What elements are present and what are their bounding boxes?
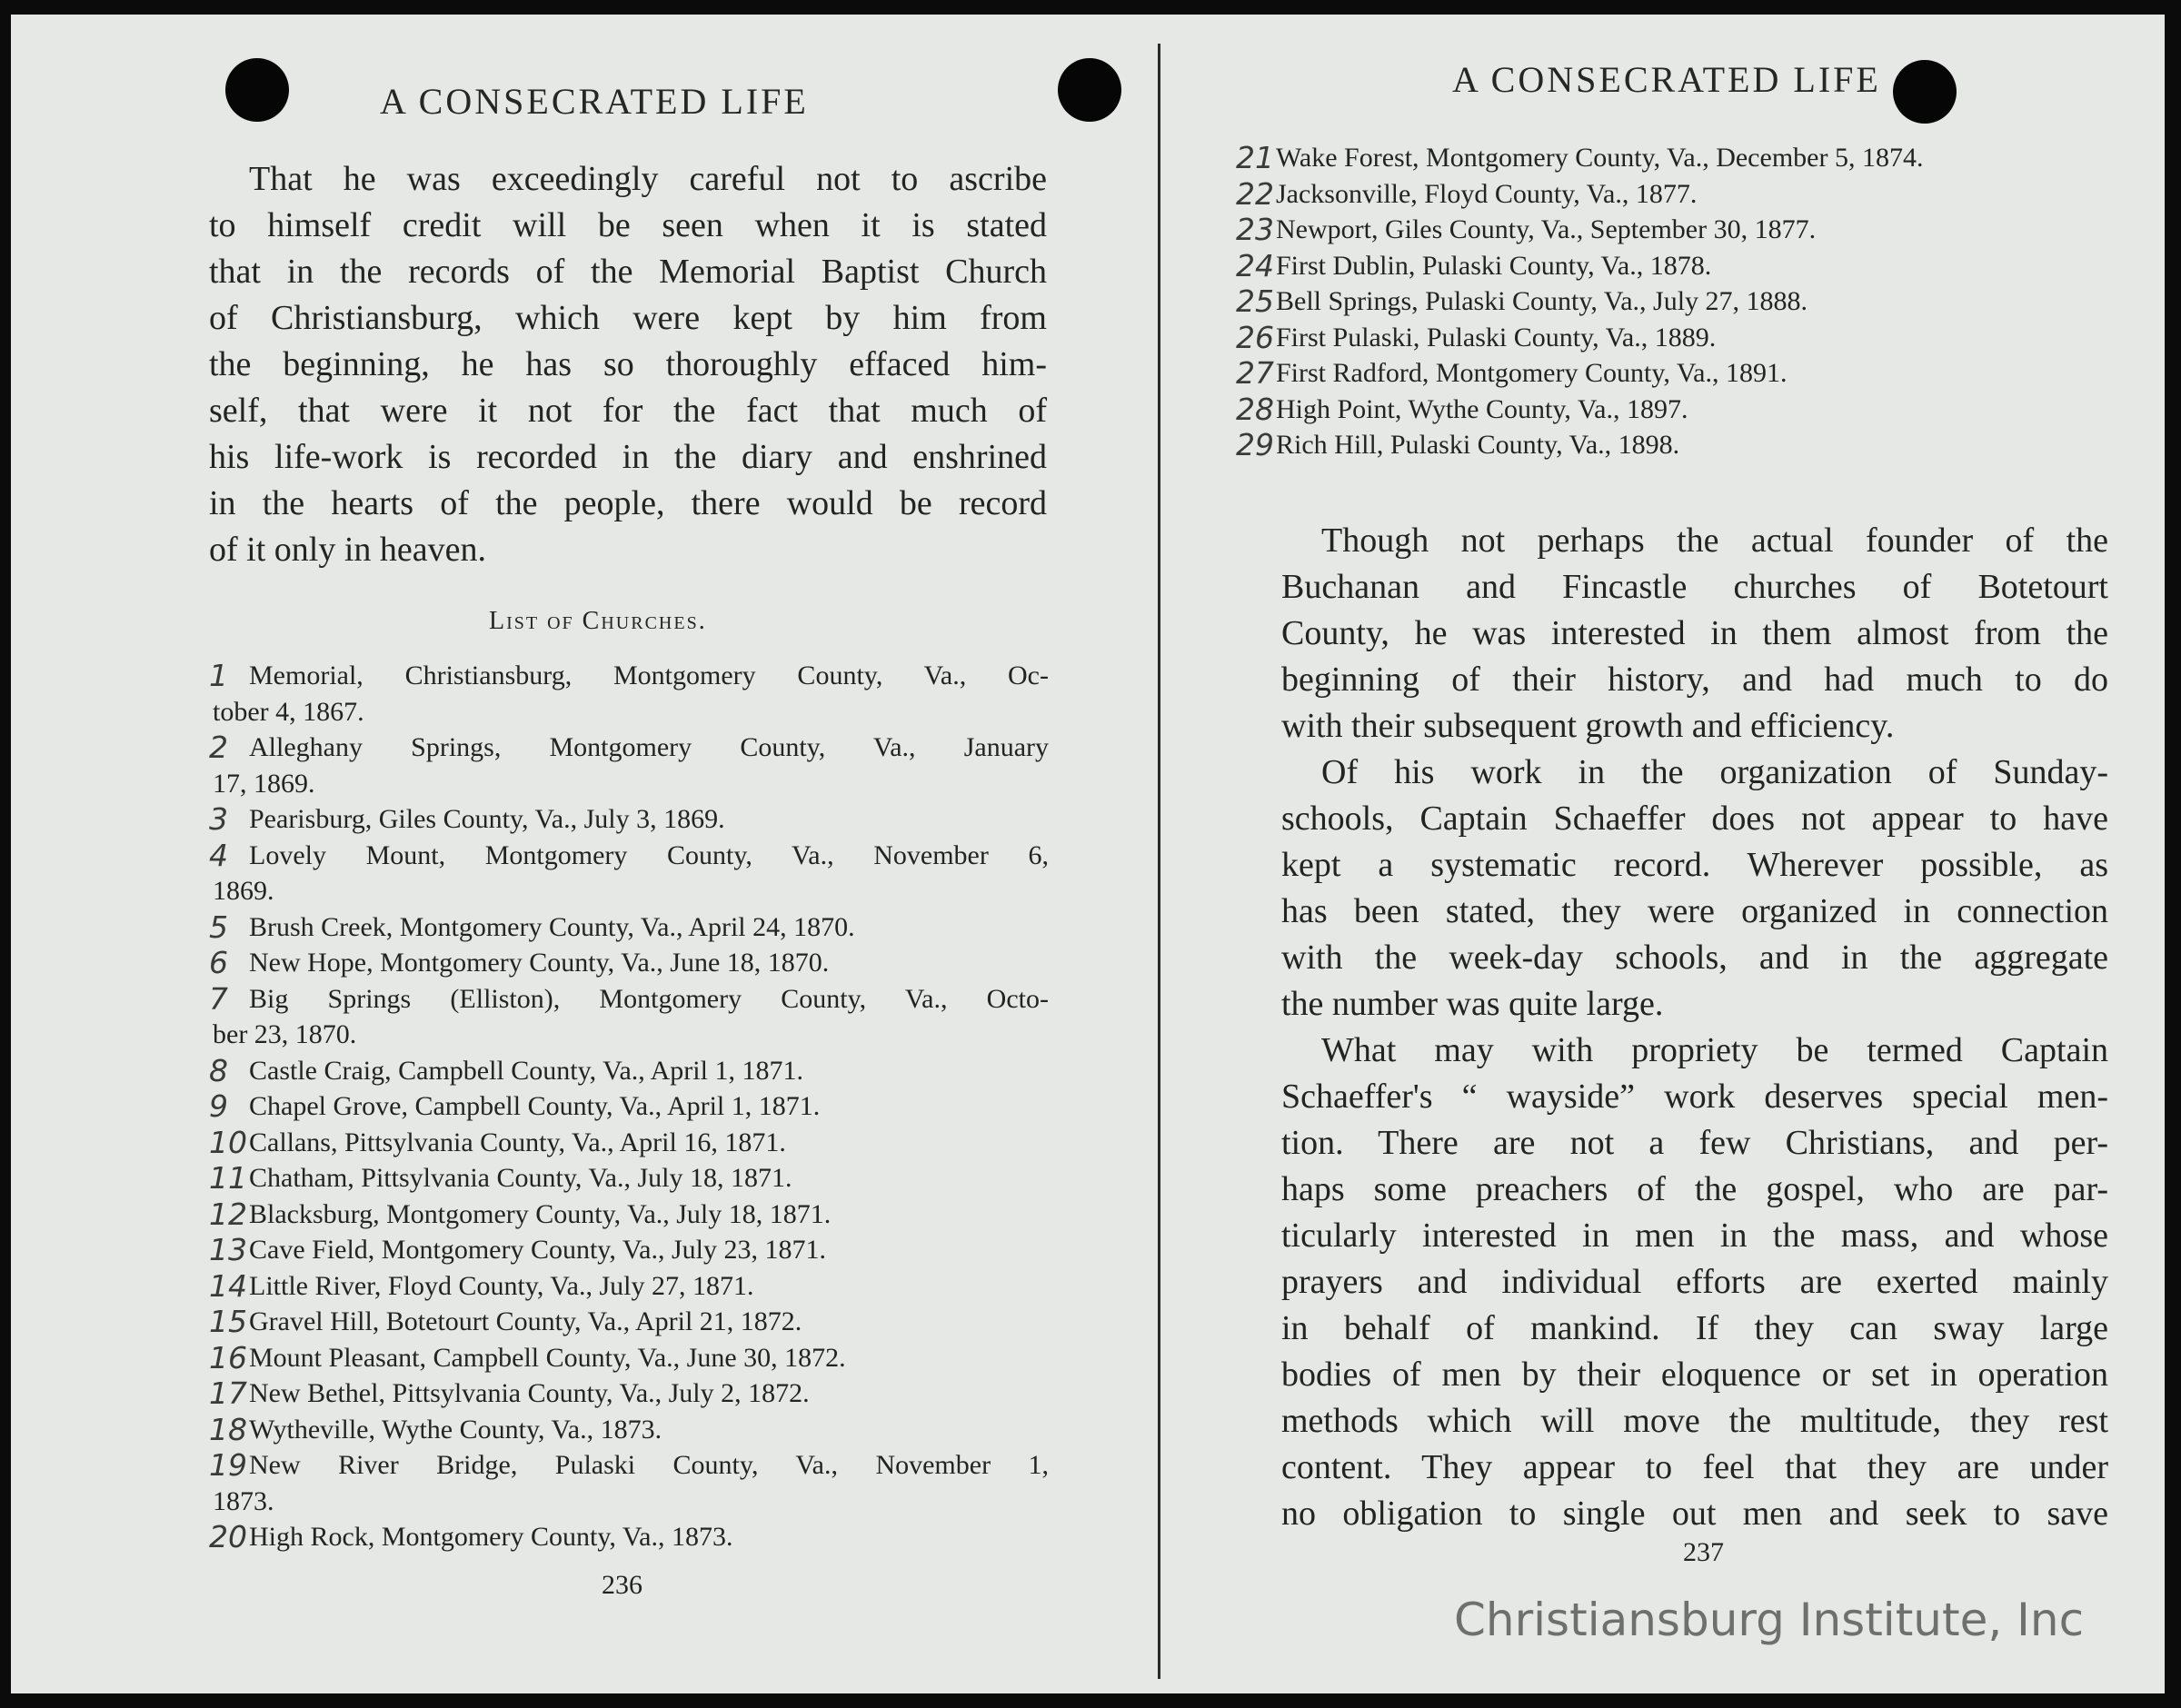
handwritten-number: 20	[209, 1519, 247, 1554]
church-list	[209, 658, 1049, 1555]
church-entry	[209, 980, 1049, 1053]
church-name: Callans, Pittsylvania County, Va., April 16, 1871.	[249, 1127, 786, 1157]
church-name: Little River, Floyd County, Va., July 27, 1871.	[249, 1270, 754, 1301]
church-entry	[209, 1519, 1049, 1555]
handwritten-number: 27	[1236, 355, 1274, 391]
church-name: Gravel Hill, Botetourt County, Va., April 21, 1872.	[249, 1306, 802, 1336]
church-entry	[1236, 319, 2039, 356]
church-line-continued: ber 23, 1870.	[213, 1019, 357, 1049]
handwritten-number: 1	[209, 658, 228, 693]
church-name: First Radford, Montgomery County, Va., 1891.	[1276, 358, 1788, 388]
handwritten-number: 11	[209, 1160, 247, 1196]
church-entry	[209, 801, 1049, 838]
church-entry	[1236, 391, 2039, 428]
text-line: That he was exceedingly careful not to ascribe	[249, 160, 1047, 198]
church-name: Memorial, Christiansburg, Montgomery County, Va., Oc-	[249, 660, 1049, 690]
church-name: New Hope, Montgomery County, Va., June 18, 1870.	[249, 948, 830, 978]
handwritten-number: 19	[209, 1447, 247, 1483]
text-line: has been stated, they were organized in connection	[1281, 892, 2108, 930]
church-entry	[209, 1339, 1049, 1376]
handwritten-number: 17	[209, 1375, 247, 1411]
handwritten-number: 16	[209, 1339, 247, 1375]
text-line: that in the records of the Memorial Baptist Church	[209, 253, 1047, 291]
church-entry	[209, 945, 1049, 981]
church-entry	[209, 1160, 1049, 1197]
handwritten-number: 15	[209, 1304, 247, 1339]
church-list-continued	[1236, 140, 2039, 463]
handwritten-number: 29	[1236, 427, 1274, 462]
church-name: Alleghany Springs, Montgomery County, Va., January	[249, 732, 1049, 762]
book-gutter	[1158, 44, 1160, 1679]
right-page	[1161, 15, 2165, 1693]
handwritten-number: 24	[1236, 247, 1274, 283]
text-line: Of his work in the organization of Sunday-	[1321, 753, 2108, 791]
church-name: Wytheville, Wythe County, Va., 1873.	[249, 1414, 662, 1445]
church-name: Blacksburg, Montgomery County, Va., July 18, 1871.	[249, 1198, 832, 1229]
church-name: High Point, Wythe County, Va., 1897.	[1276, 393, 1688, 424]
text-line: the number was quite large.	[1281, 985, 1664, 1023]
text-line: the beginning, he has so thoroughly effaced him-	[209, 345, 1047, 383]
church-entry	[209, 1447, 1049, 1519]
page-number: 237	[1683, 1537, 1724, 1567]
running-head: A CONSECRATED LIFE	[380, 81, 809, 122]
church-name: Chatham, Pittsylvania County, Va., July 18, 1871.	[249, 1163, 792, 1193]
handwritten-number: 9	[209, 1088, 228, 1124]
handwritten-number: 28	[1236, 391, 1274, 427]
church-name: Mount Pleasant, Campbell County, Va., June 30, 1872.	[249, 1342, 846, 1373]
church-line-continued: tober 4, 1867.	[213, 696, 364, 727]
church-line-continued: 17, 1869.	[213, 768, 315, 799]
church-entry	[209, 1088, 1049, 1125]
handwritten-number: 6	[209, 945, 228, 980]
text-line: his life-work is recorded in the diary and enshrined	[209, 438, 1047, 476]
text-line: schools, Captain Schaeffer does not appear to have	[1281, 799, 2108, 838]
text-line: beginning of their history, and had much to do	[1281, 660, 2108, 699]
text-line: in behalf of mankind. If they can sway large	[1281, 1309, 2108, 1347]
handwritten-number: 2	[209, 730, 228, 765]
church-line-continued: 1869.	[213, 876, 274, 906]
church-line-continued: 1873.	[213, 1485, 274, 1516]
text-line: no obligation to single out men and seek to save	[1281, 1494, 2108, 1533]
church-entry	[1236, 283, 2039, 320]
text-line: bodies of men by their eloquence or set in operation	[1281, 1355, 2108, 1394]
handwritten-number: 10	[209, 1124, 247, 1160]
handwritten-number: 25	[1236, 283, 1274, 319]
text-line: What may with propriety be termed Captain	[1321, 1031, 2108, 1069]
handwritten-number: 8	[209, 1052, 228, 1088]
church-entry	[209, 837, 1049, 909]
handwritten-number: 7	[209, 980, 228, 1017]
left-page	[11, 15, 1156, 1693]
church-entry	[209, 1375, 1049, 1412]
running-head: A CONSECRATED LIFE	[1452, 59, 1881, 100]
church-entry	[1236, 355, 2039, 392]
text-line: self, that were it not for the fact that much of	[209, 392, 1047, 430]
watermark-logo-text: Christiansburg Institute, Inc	[1454, 1594, 2085, 1646]
text-line: prayers and individual efforts are exerted mainly	[1281, 1263, 2108, 1301]
church-name: Rich Hill, Pulaski County, Va., 1898.	[1276, 430, 1680, 460]
church-name: Wake Forest, Montgomery County, Va., December 5, 1874.	[1276, 143, 1924, 173]
church-entry	[209, 1411, 1049, 1448]
handwritten-number: 14	[209, 1267, 247, 1304]
church-name: New River Bridge, Pulaski County, Va., November 1,	[249, 1450, 1049, 1480]
church-entry	[1236, 140, 2039, 176]
handwritten-number: 21	[1236, 140, 1274, 175]
text-line: with the week-day schools, and in the aggregate	[1281, 938, 2108, 977]
text-line: with their subsequent growth and efficiency.	[1281, 707, 1895, 745]
church-name: Brush Creek, Montgomery County, Va., April 24, 1870.	[249, 911, 855, 942]
list-title: List of Churches.	[489, 607, 707, 635]
church-name: Newport, Giles County, Va., September 30, 1877.	[1276, 214, 1817, 244]
text-line: methods which will move the multitude, they rest	[1281, 1402, 2108, 1440]
text-line: haps some preachers of the gospel, who are par-	[1281, 1170, 2108, 1208]
church-name: Jacksonville, Floyd County, Va., 1877.	[1276, 178, 1698, 209]
text-line: of it only in heaven.	[209, 531, 486, 569]
church-name: New Bethel, Pittsylvania County, Va., July 2, 1872.	[249, 1378, 810, 1408]
handwritten-number: 26	[1236, 319, 1274, 355]
church-entry	[209, 658, 1049, 730]
text-line: content. They appear to feel that they are under	[1281, 1448, 2108, 1486]
page-number: 236	[602, 1570, 642, 1600]
church-entry	[1236, 247, 2039, 284]
church-entry	[209, 1267, 1049, 1305]
church-entry	[1236, 212, 2039, 248]
handwritten-number: 13	[209, 1232, 247, 1267]
church-entry	[1236, 175, 2039, 213]
text-line: in the hearts of the people, there would be record	[209, 484, 1047, 522]
handwritten-number: 5	[209, 909, 228, 945]
church-name: Chapel Grove, Campbell County, Va., April 1, 1871.	[249, 1091, 821, 1121]
church-name: Big Springs (Elliston), Montgomery County, Va., Octo-	[249, 983, 1049, 1014]
text-line: to himself credit will be seen when it is stated	[209, 206, 1047, 244]
church-entry	[209, 1232, 1049, 1268]
church-name: First Dublin, Pulaski County, Va., 1878.	[1276, 250, 1712, 281]
handwritten-number: 22	[1236, 175, 1274, 212]
church-entry	[209, 1196, 1049, 1233]
church-entry	[1236, 427, 2039, 463]
body-text	[1281, 518, 2108, 1537]
church-name: Pearisburg, Giles County, Va., July 3, 1869.	[249, 804, 725, 834]
text-line: kept a systematic record. Wherever possible, as	[1281, 846, 2108, 884]
church-name: Castle Craig, Campbell County, Va., April 1, 1871.	[249, 1055, 803, 1086]
text-line: County, he was interested in them almost from the	[1281, 614, 2108, 652]
text-line: Though not perhaps the actual founder of the	[1321, 521, 2108, 560]
body-paragraph	[1281, 1028, 2108, 1537]
church-name: High Rock, Montgomery County, Va., 1873.	[249, 1522, 733, 1552]
text-line: Buchanan and Fincastle churches of Botetourt	[1281, 568, 2108, 606]
body-paragraph	[209, 156, 1047, 573]
text-line: of Christiansburg, which were kept by him from	[209, 299, 1047, 337]
church-entry	[209, 909, 1049, 946]
body-paragraph	[1281, 518, 2108, 750]
body-paragraph	[1281, 750, 2108, 1028]
handwritten-number: 3	[209, 801, 228, 837]
church-entry	[209, 1124, 1049, 1161]
church-entry	[209, 730, 1049, 801]
church-name: Cave Field, Montgomery County, Va., July 23, 1871.	[249, 1235, 826, 1265]
church-name: Lovely Mount, Montgomery County, Va., November 6,	[249, 839, 1049, 870]
church-name: Bell Springs, Pulaski County, Va., July 27, 1888.	[1276, 286, 1808, 316]
handwritten-number: 12	[209, 1196, 247, 1232]
church-name: First Pulaski, Pulaski County, Va., 1889.	[1276, 322, 1717, 353]
text-line: ticularly interested in men in the mass, and whose	[1281, 1216, 2108, 1255]
church-entry	[209, 1304, 1049, 1340]
handwritten-number: 18	[209, 1411, 247, 1447]
book-spread-photo	[11, 15, 2165, 1693]
handwritten-number: 4	[209, 837, 228, 873]
church-entry	[209, 1052, 1049, 1089]
handwritten-number: 23	[1236, 212, 1274, 247]
text-line: tion. There are not a few Christians, and per-	[1281, 1124, 2108, 1162]
text-line: Schaeffer's “ wayside” work deserves special men-	[1281, 1077, 2108, 1116]
